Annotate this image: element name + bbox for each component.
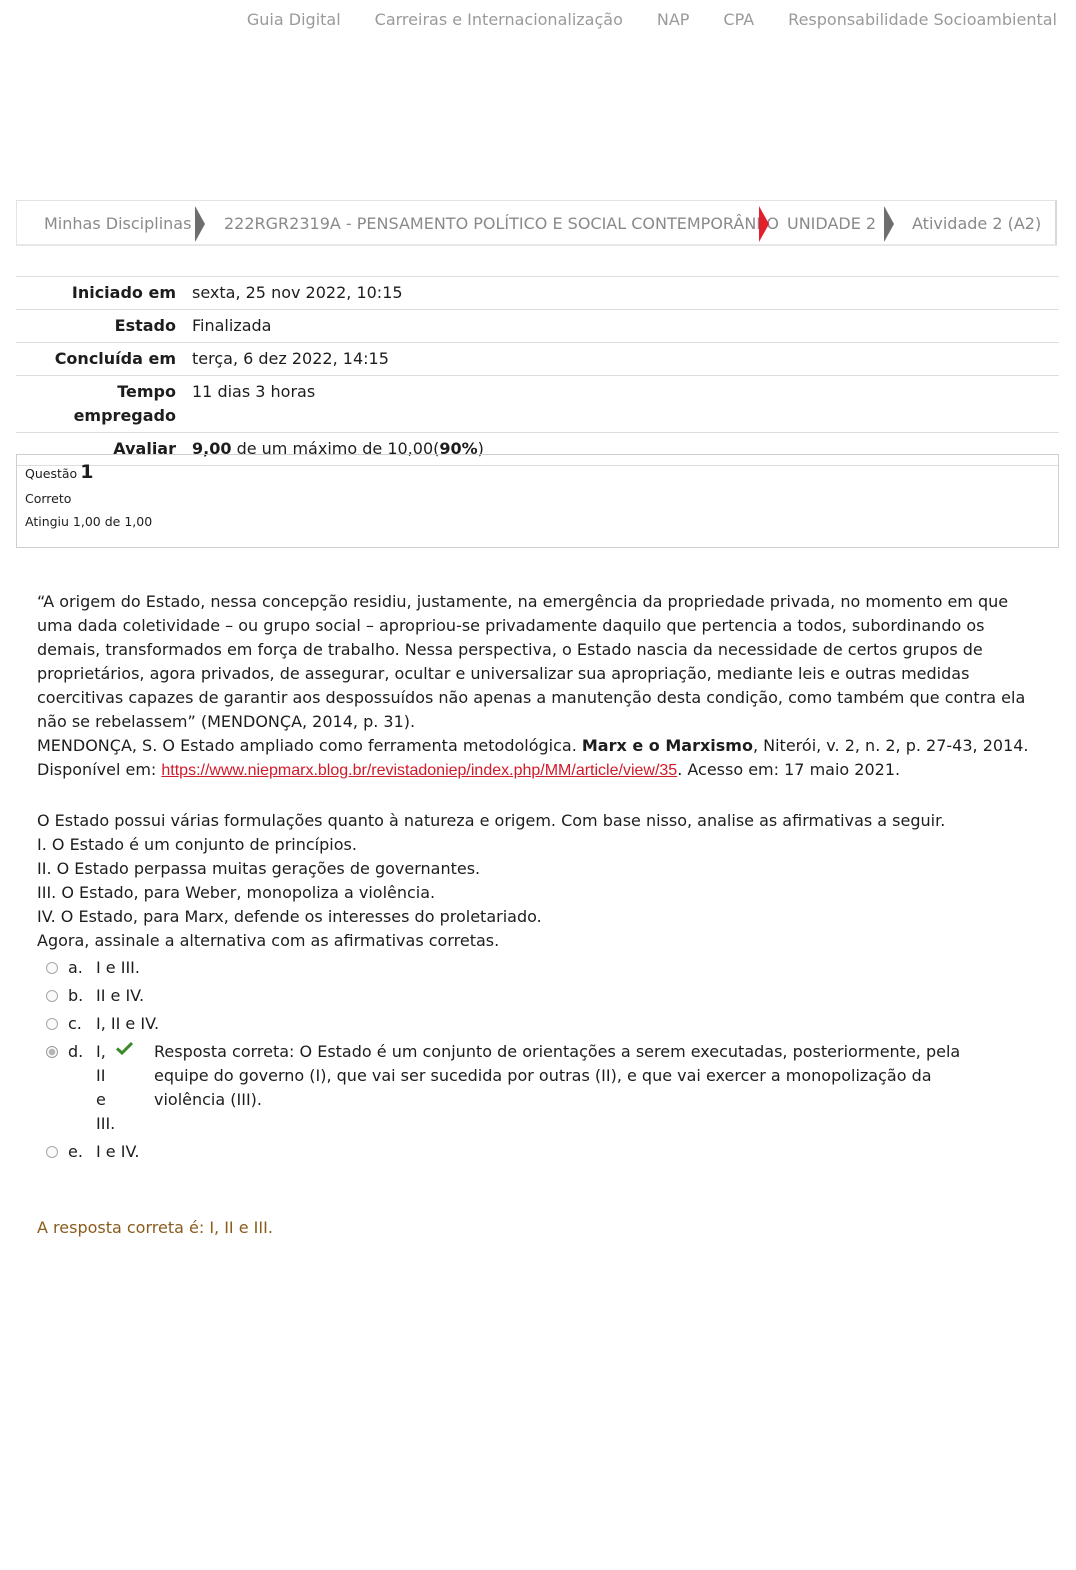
summary-label: Tempo empregado [16, 376, 184, 433]
option-d[interactable] [46, 1040, 1046, 1136]
reference-journal: Marx e o Marxismo [581, 736, 753, 755]
summary-label: Concluída em [16, 343, 184, 376]
breadcrumb-separator-icon [759, 206, 769, 242]
radio-button[interactable] [46, 1018, 58, 1030]
radio-button[interactable] [46, 990, 58, 1002]
option-letter: b. [68, 986, 84, 1005]
option-text-line: e [96, 1090, 106, 1109]
checkmark-icon [116, 1040, 134, 1060]
question-line: III. O Estado, para Weber, monopoliza a violência. [37, 883, 436, 902]
summary-row-state [16, 310, 1059, 343]
breadcrumb-course[interactable]: 222RGR2319A - PENSAMENTO POLÍTICO E SOCIAL CONTEMPORÂNEO [224, 214, 779, 233]
breadcrumb-separator-icon [884, 206, 894, 242]
grade-text-end: ) [477, 439, 484, 458]
correct-answer-feedback: A resposta correta é: I, II e III. [37, 1218, 273, 1237]
summary-row-completed [16, 343, 1059, 376]
question-line: IV. O Estado, para Marx, defende os interesses do proletariado. [37, 907, 542, 926]
nav-link-nap[interactable]: NAP [656, 10, 690, 29]
summary-value: terça, 6 dez 2022, 14:15 [184, 343, 1059, 376]
question-quote: “A origem do Estado, nessa concepção residiu, justamente, na emergência da propriedade privada, no momento em que uma dada coletividade – ou grupo social – apropriou-se privadamente daquilo que pertencia a todos, subordinando os demais, transformados em força de trabalho. Nessa perspectiva, o Estado nascia da necessidade de certos grupos de proprietários, agora privados, de assegurar, ocultar e universalizar sua apropriação, mediante leis e outras medidas coercitivas capazes de garantir aos despossuídos não apenas a manutenção desta condição, como também que contra ela não se rebelassem” (MENDONÇA, 2014, p. 31). [37, 592, 1026, 731]
breadcrumb-minhas-disciplinas[interactable]: Minhas Disciplinas [44, 214, 192, 233]
option-text: I e III. [96, 958, 140, 977]
option-e[interactable] [46, 1140, 1046, 1164]
summary-label: Estado [16, 310, 184, 343]
question-line: Agora, assinale a alternativa com as afirmativas corretas. [37, 931, 500, 950]
question-number: 1 [80, 461, 94, 483]
answer-options [46, 956, 1046, 1168]
radio-button[interactable] [46, 1146, 58, 1158]
radio-button-selected[interactable] [46, 1046, 58, 1058]
breadcrumb-separator-icon [195, 206, 205, 242]
option-text: I e IV. [96, 1142, 140, 1161]
nav-link-cpa[interactable]: CPA [723, 10, 755, 29]
reference-text: MENDONÇA, S. O Estado ampliado como ferramenta metodológica. [37, 736, 582, 755]
option-letter: c. [68, 1014, 82, 1033]
option-text: II e IV. [96, 986, 145, 1005]
option-letter: e. [68, 1142, 83, 1161]
question-line: II. O Estado perpassa muitas gerações de governantes. [37, 859, 481, 878]
summary-value: 11 dias 3 horas [184, 376, 1059, 433]
nav-link-guia-digital[interactable]: Guia Digital [246, 10, 341, 29]
breadcrumb [16, 200, 1057, 246]
summary-value: sexta, 25 nov 2022, 10:15 [184, 277, 1059, 310]
grade-percent: 90% [439, 439, 478, 458]
option-text-line: II [96, 1066, 106, 1085]
nav-link-responsabilidade[interactable]: Responsabilidade Socioambiental [788, 10, 1057, 29]
question-status: Correto [25, 491, 72, 506]
option-c[interactable] [46, 1012, 1046, 1036]
option-feedback: Resposta correta: O Estado é um conjunto de orientações a serem executadas, posteriormente, pela equipe do governo (I), que vai ser sucedida por outras (II), e que vai exercer a monopolização da violência (III). [154, 1042, 961, 1109]
breadcrumb-unit[interactable]: UNIDADE 2 [787, 214, 877, 233]
radio-button[interactable] [46, 962, 58, 974]
option-a[interactable] [46, 956, 1046, 980]
grade-score: 9,00 [192, 439, 232, 458]
question-mark: Atingiu 1,00 de 1,00 [25, 514, 153, 529]
summary-value: Finalizada [184, 310, 1059, 343]
question-reference [37, 734, 1047, 783]
top-navigation [230, 10, 1057, 29]
option-text-line: III. [96, 1114, 116, 1133]
summary-label: Avaliar [16, 433, 184, 466]
question-line: I. O Estado é um conjunto de princípios. [37, 835, 357, 854]
question-text [37, 590, 1047, 953]
question-label: Questão [25, 466, 78, 481]
summary-row-started [16, 277, 1059, 310]
option-text-line: I, [96, 1042, 106, 1061]
question-line: O Estado possui várias formulações quanto à natureza e origem. Com base nisso, analise as afirmativas a seguir. [37, 811, 946, 830]
reference-text: . Acesso em: 17 maio 2021. [677, 760, 901, 779]
nav-link-carreiras[interactable]: Carreiras e Internacionalização [374, 10, 623, 29]
summary-label: Iniciado em [16, 277, 184, 310]
breadcrumb-activity[interactable]: Atividade 2 (A2) [912, 214, 1042, 233]
option-text: I, II e IV. [96, 1014, 160, 1033]
reference-text: , Niterói, v. 2, n. 2, p. 27-43, 2014. Disponível em: [37, 736, 1029, 779]
attempt-summary-table [16, 276, 1059, 466]
summary-row-time [16, 376, 1059, 433]
option-letter: a. [68, 958, 83, 977]
option-letter: d. [68, 1042, 84, 1061]
option-text [96, 1040, 116, 1136]
question-info-box [16, 454, 1059, 548]
reference-link[interactable]: https://www.niepmarx.blog.br/revistadoniep/index.php/MM/article/view/35 [161, 762, 678, 779]
grade-text: de um máximo de 10,00( [231, 439, 440, 458]
option-b[interactable] [46, 984, 1046, 1008]
